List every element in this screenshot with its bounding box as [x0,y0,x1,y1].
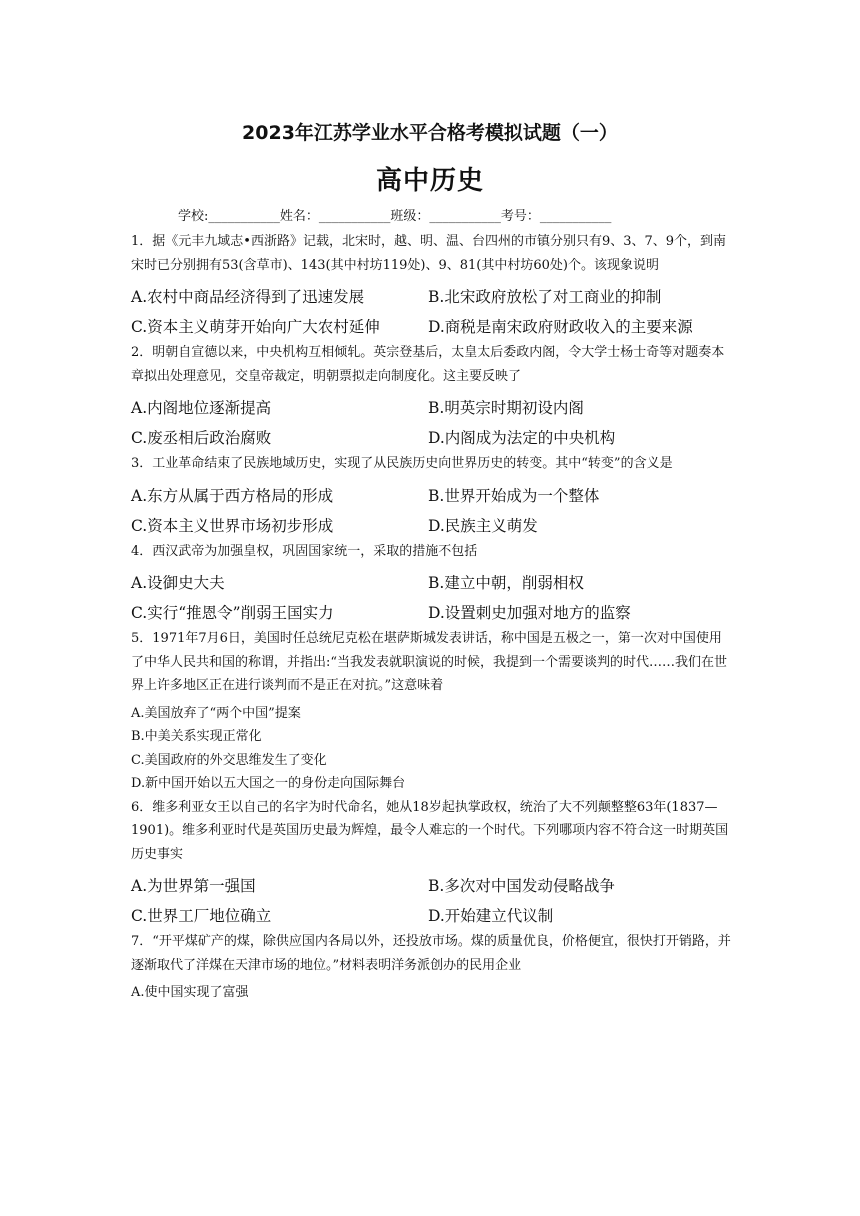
option: A.美国放弃了“两个中国”提案 [131,705,301,721]
option: D.开始建立代议制 [428,907,554,925]
option-row [131,422,731,452]
option-row [131,510,731,540]
exam-title: 2023年江苏学业水平合格考模拟试题（一） [242,122,618,144]
question-stem: 1．据《元丰九域志•西浙路》记载，北宋时，越、明、温、台四州的市镇分别只有9、3、7、9个，到南宋时已分别拥有53(含草市)、143(其中村坊119处)、9、81(其中村坊60处)个。该现象说明 [131,234,727,273]
option: C.世界工厂地位确立 [131,907,272,925]
option: C.美国政府的外交思维发生了变化 [131,752,327,768]
option: D.新中国开始以五大国之一的身份走向国际舞台 [131,776,406,791]
option-row [131,311,731,341]
option: C.资本主义世界市场初步形成 [131,516,334,535]
option: B.多次对中国发动侵略战争 [428,877,615,895]
option-row [131,870,731,900]
option: B.建立中朝，削弱相权 [428,574,584,592]
option-row [131,480,731,510]
subject-title: 高中历史 [375,166,484,196]
question-stem: 2．明朝自宣德以来，中央机构互相倾轧。英宗登基后，太皇太后委政内阁，令大学士杨士奇等对题奏本章拟出处理意见，交皇帝裁定，明朝票拟走向制度化。这主要反映了 [131,345,725,384]
student-info-line: 学校:___________姓名：___________班级：___________考号：___________ [178,209,612,224]
option: C.实行“推恩令”削弱王国实力 [131,604,334,622]
question-list [131,230,731,1005]
option: D.商税是南宋政府财政收入的主要来源 [428,318,693,336]
question-stem: 6．维多利亚女王以自己的名字为时代命名，她从18岁起执掌政权，统治了大不列颠整整63年(1837—1901)。维多利亚时代是英国历史最为辉煌，最令人难忘的一个时代。下列哪项内容不符合这一时期英国历史事实 [131,799,729,862]
option: D.内阁成为法定的中央机构 [428,429,616,447]
option: A.设御史大夫 [131,574,225,592]
option: D.设置刺史加强对地方的监察 [428,604,631,622]
option: A.东方从属于西方格局的形成 [131,486,334,505]
option: B.中美关系实现正常化 [131,729,262,744]
option-row [131,900,731,930]
option: B.北宋政府放松了对工商业的抑制 [428,288,662,306]
option: A.使中国实现了富强 [131,985,249,1000]
option: B.明英宗时期初设内阁 [428,399,584,417]
option: C.废丞相后政治腐败 [131,429,272,447]
question-stem: 7．“开平煤矿产的煤，除供应国内各局以外，还投放市场。煤的质量优良，价格便宜，很快打开销路，并逐渐取代了洋煤在天津市场的地位。”材料表明洋务派创办的民用企业 [131,934,731,973]
option-row [131,392,731,422]
option: A.内阁地位逐渐提高 [131,399,272,417]
option: A.农村中商品经济得到了迅速发展 [131,288,365,306]
option: A.为世界第一强国 [131,877,256,895]
option-row [131,597,731,627]
option-row [131,567,731,597]
question-stem: 4．西汉武帝为加强皇权，巩固国家统一，采取的措施不包括 [131,543,478,559]
question-stem: 5．1971年7月6日，美国时任总统尼克松在堪萨斯城发表讲话，称中国是五极之一，第一次对中国使用了中华人民共和国的称谓，并指出:“当我发表就职演说的时候，我提到一个需要谈判的时代……我们在世界上许多地区正在进行谈判而不是正在对抗。”这意味着 [131,631,728,693]
option: D.民族主义萌发 [428,516,538,535]
option: B.世界开始成为一个整体 [428,486,600,505]
option: C.资本主义萌芽开始向广大农村延伸 [131,318,380,336]
question-stem: 3．工业革命结束了民族地域历史，实现了从民族历史向世界历史的转变。其中“转变”的含义是 [131,456,673,471]
option-row [131,281,731,311]
